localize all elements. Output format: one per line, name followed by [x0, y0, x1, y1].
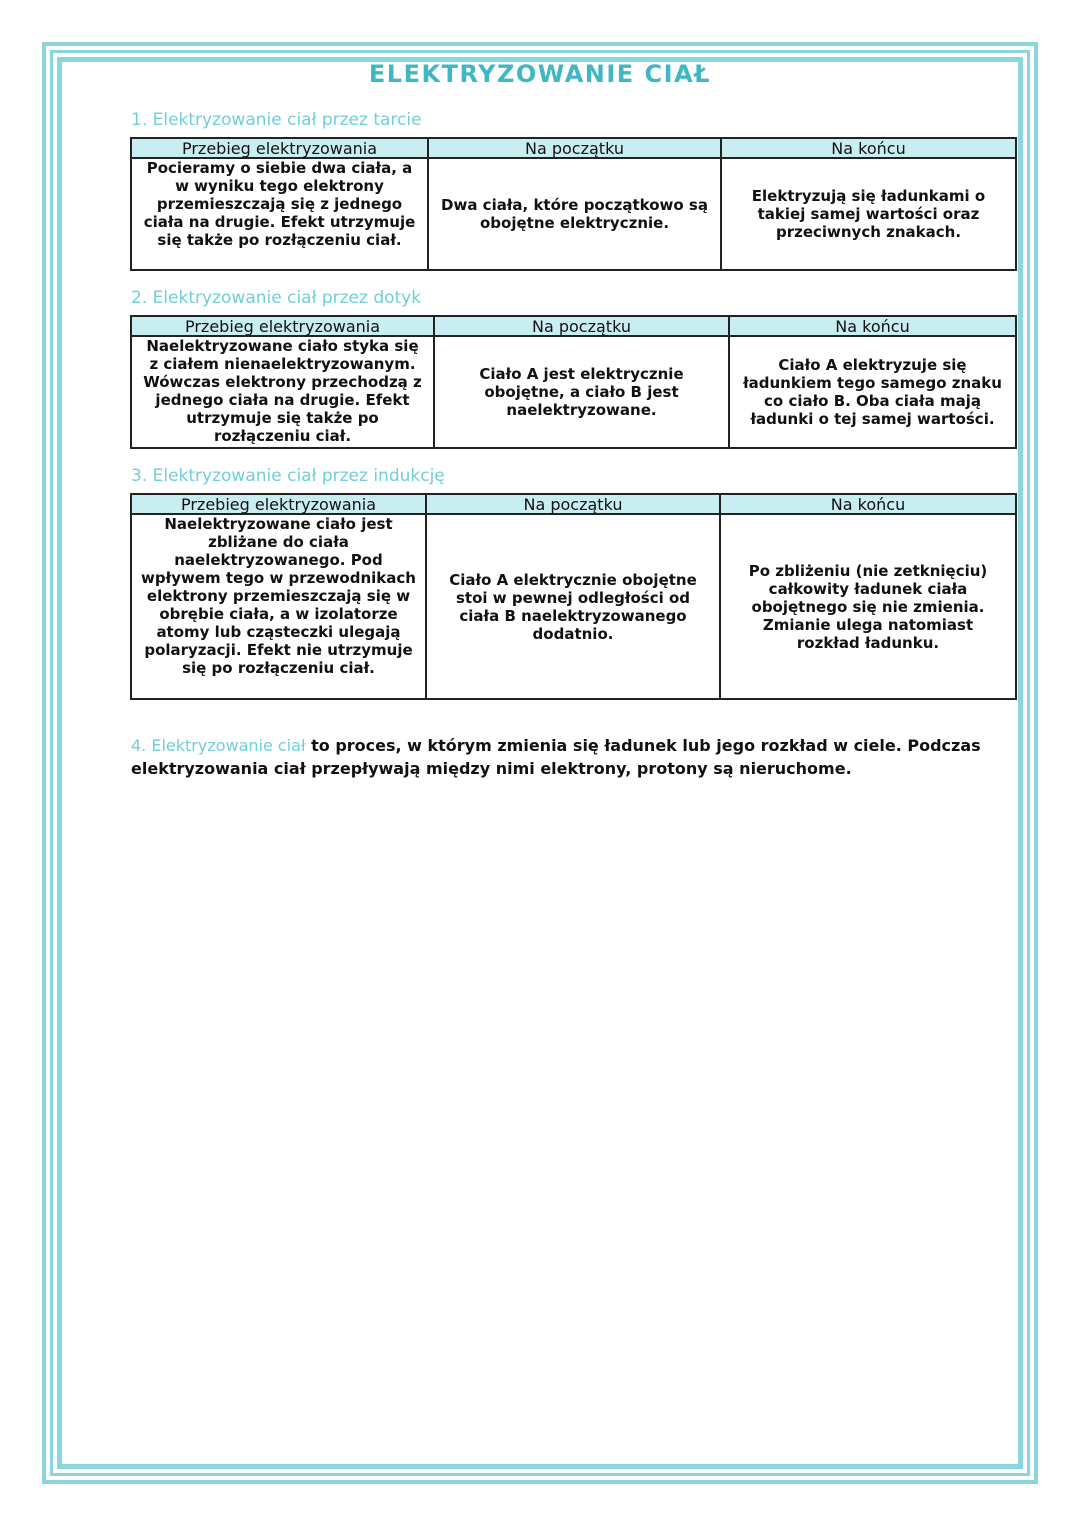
cell-end: Po zbliżeniu (nie zetknięciu) całkowity ładunek ciała obojętnego się nie zmienia. Zmianie ulega natomiast rozkład ładunku. — [720, 514, 1016, 699]
column-header-start: Na początku — [434, 316, 729, 336]
column-header-start: Na początku — [428, 138, 721, 158]
section-1-table — [130, 137, 1017, 271]
cell-process: Naelektryzowane ciało jest zbliżane do ciała naelektryzowanego. Pod wpływem tego w przewodnikach elektrony przemieszczają się w obrębie ciała, a w izolatorze atomy lub cząsteczki ulegają polaryzacji. Efekt nie utrzymuje się po rozłączeniu ciał. — [131, 514, 426, 699]
table-row — [131, 158, 1016, 270]
cell-process: Naelektryzowane ciało styka się z ciałem nienaelektryzowanym. Wówczas elektrony przechodzą z jednego ciała na drugie. Efekt utrzymuje się także po rozłączeniu ciał. — [131, 336, 434, 448]
column-header-process: Przebieg elektryzowania — [131, 316, 434, 336]
cell-start: Ciało A elektrycznie obojętne stoi w pewnej odległości od ciała B naelektryzowanego dodatnio. — [426, 514, 720, 699]
section-2-table — [130, 315, 1017, 449]
section-2-label: 2. Elektryzowanie ciał przez dotyk — [131, 288, 422, 308]
column-header-process: Przebieg elektryzowania — [131, 494, 426, 514]
table-row — [131, 514, 1016, 699]
column-header-end: Na końcu — [720, 494, 1016, 514]
table-header-row — [131, 494, 1016, 514]
cell-end: Elektryzują się ładunkami o takiej samej wartości oraz przeciwnych znakach. — [721, 158, 1016, 270]
page-title: ELEKTRYZOWANIE CIAŁ — [368, 60, 712, 88]
column-header-end: Na końcu — [721, 138, 1016, 158]
column-header-process: Przebieg elektryzowania — [131, 138, 428, 158]
summary-paragraph — [131, 734, 1011, 780]
summary-number-label: 4. Elektryzowanie ciał — [131, 736, 306, 755]
cell-start: Ciało A jest elektrycznie obojętne, a ciało B jest naelektryzowane. — [434, 336, 729, 448]
cell-start: Dwa ciała, które początkowo są obojętne elektrycznie. — [428, 158, 721, 270]
column-header-start: Na początku — [426, 494, 720, 514]
summary-text: to proces, w którym zmienia się ładunek lub jego rozkład w ciele. Podczas elektryzowania ciał przepływają między nimi elektrony, protony są nieruchome. — [131, 736, 981, 778]
section-3-table — [130, 493, 1017, 700]
table-header-row — [131, 138, 1016, 158]
table-row — [131, 336, 1016, 448]
cell-process: Pocieramy o siebie dwa ciała, a w wyniku tego elektrony przemieszczają się z jednego ciała na drugie. Efekt utrzymuje się także po rozłączeniu ciał. — [131, 158, 428, 270]
cell-end: Ciało A elektryzuje się ładunkiem tego samego znaku co ciało B. Oba ciała mają ładunki o tej samej wartości. — [729, 336, 1016, 448]
table-header-row — [131, 316, 1016, 336]
section-1-label: 1. Elektryzowanie ciał przez tarcie — [131, 110, 422, 130]
section-3-label: 3. Elektryzowanie ciał przez indukcję — [131, 466, 445, 486]
column-header-end: Na końcu — [729, 316, 1016, 336]
